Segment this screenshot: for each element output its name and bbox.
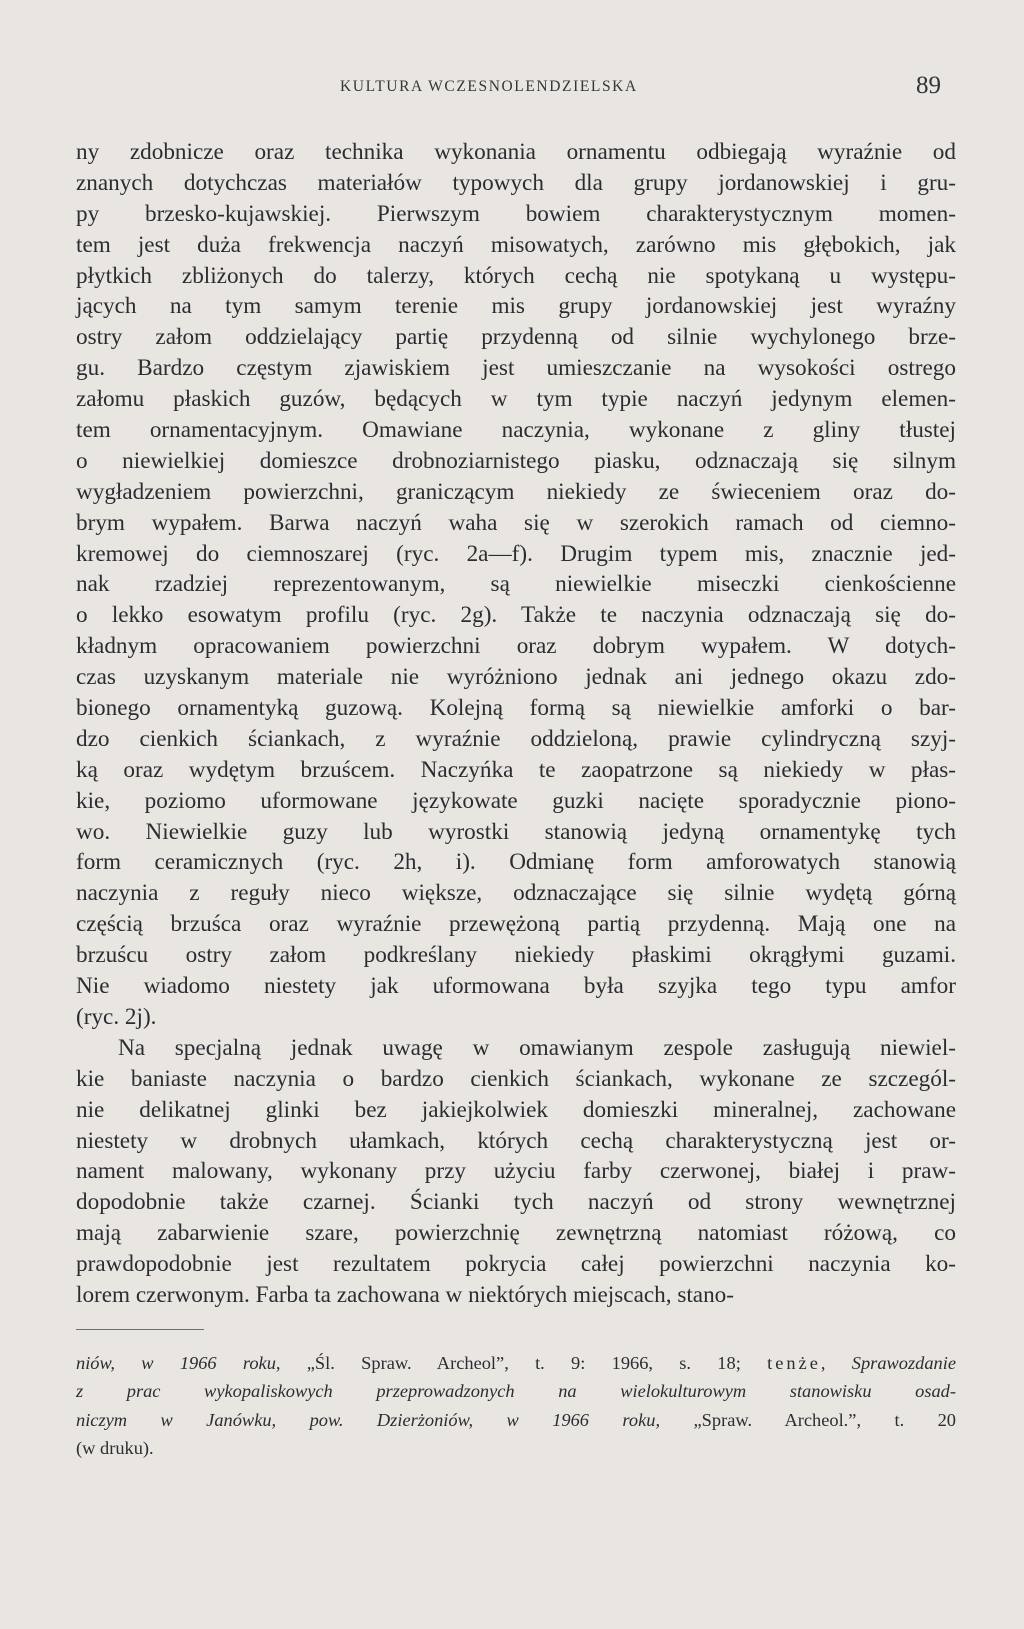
text-line: kie baniaste naczynia o bardzo cienkich ściankach, wykonane ze szczegól- bbox=[76, 1065, 956, 1092]
text-line: Na specjalną jednak uwagę w omawianym zespole zasługują niewiel- bbox=[118, 1034, 956, 1061]
text-line: bionego ornamentyką guzową. Kolejną formą są niewielkie amforki o bar- bbox=[76, 695, 956, 722]
text-line: dzo cienkich ściankach, z wyraźnie oddzieloną, prawie cylindryczną szyj- bbox=[76, 725, 956, 752]
text-line: naczynia z reguły nieco większe, odznaczające się silnie wydętą górną bbox=[76, 880, 956, 907]
text-line: gu. Bardzo częstym zjawiskiem jest umieszczanie na wysokości ostrego bbox=[76, 355, 956, 382]
page-header bbox=[0, 74, 1024, 104]
text-line: mają zabarwienie szare, powierzchnię zewnętrzną natomiast różową, co bbox=[76, 1220, 956, 1247]
text-line: nament malowany, wykonany przy użyciu farby czerwonej, białej i praw- bbox=[76, 1158, 956, 1185]
text-line: nie delikatnej glinki bez jakiejkolwiek domieszki mineralnej, zachowane bbox=[76, 1096, 956, 1123]
footnote-segment: niów, w 1966 roku, bbox=[76, 1353, 281, 1373]
text-line: wo. Niewielkie guzy lub wyrostki stanowią jedyną ornamentykę tych bbox=[76, 818, 956, 845]
footnote-segment: „Spraw. Archeol.”, t. 20 bbox=[660, 1409, 956, 1430]
footnote-line bbox=[76, 1349, 956, 1377]
text-line: (ryc. 2j). bbox=[76, 1003, 157, 1030]
footnote-line bbox=[76, 1406, 956, 1434]
text-line: ostry załom oddzielający partię przydenną od silnie wychylonego brze- bbox=[76, 324, 956, 351]
text-line: niestety w drobnych ułamkach, których cechą charakterystyczną jest or- bbox=[76, 1127, 956, 1154]
text-line: załomu płaskich guzów, będących w tym typie naczyń jedynym elemen- bbox=[76, 386, 956, 413]
running-title: KULTURA WCZESNOLENDZIELSKA bbox=[340, 78, 638, 95]
text-line: ką oraz wydętym brzuścem. Naczyńka te zaopatrzone są niekiedy w płas- bbox=[76, 756, 956, 783]
text-line: czas uzyskanym materiale nie wyróżniono jednak ani jednego okazu zdo- bbox=[76, 664, 956, 691]
text-line: lorem czerwonym. Farba ta zachowana w niektórych miejscach, stano- bbox=[76, 1281, 735, 1308]
text-line: py brzesko-kujawskiej. Pierwszym bowiem charakterystycznym momen- bbox=[76, 200, 956, 227]
footnote-segment: Sprawozdanie bbox=[851, 1353, 956, 1373]
text-line: tem ornamentacyjnym. Omawiane naczynia, wykonane z gliny tłustej bbox=[76, 417, 956, 444]
text-line: kładnym opracowaniem powierzchni oraz dobrym wypałem. W dotych- bbox=[76, 633, 956, 660]
page-number: 89 bbox=[916, 72, 941, 99]
body-text bbox=[76, 137, 956, 1311]
text-line: kie, poziomo uformowane językowate guzki nacięte sporadycznie piono- bbox=[76, 787, 956, 814]
footnote-segment: , bbox=[820, 1353, 852, 1373]
text-line: prawdopodobnie jest rezultatem pokrycia całej powierzchni naczynia ko- bbox=[76, 1251, 956, 1278]
text-line: nak rzadziej reprezentowanym, są niewielkie miseczki cienkościenne bbox=[76, 571, 956, 598]
footnote-segment: (w druku). bbox=[76, 1437, 154, 1458]
footnote bbox=[76, 1349, 956, 1462]
text-line: form ceramicznych (ryc. 2h, i). Odmianę form amforowatych stanowią bbox=[76, 849, 956, 876]
text-line: brym wypałem. Barwa naczyń waha się w szerokich ramach od ciemno- bbox=[76, 509, 956, 536]
text-line: znanych dotychczas materiałów typowych dla grupy jordanowskiej i gru- bbox=[76, 169, 956, 196]
text-line: o niewielkiej domieszce drobnoziarnistego piasku, odznaczają się silnym bbox=[76, 447, 956, 474]
footnote-segment: z prac wykopaliskowych przeprowadzonych na wielokulturowym stanowisku osad- bbox=[76, 1381, 956, 1402]
text-line: dopodobnie także czarnej. Ścianki tych naczyń od strony wewnętrznej bbox=[76, 1189, 956, 1216]
text-line: ny zdobnicze oraz technika wykonania ornamentu odbiegają wyraźnie od bbox=[76, 139, 956, 165]
footnote-segment: tenże bbox=[767, 1353, 821, 1373]
text-line: brzuścu ostry załom podkreślany niekiedy płaskimi okrągłymi guzami. bbox=[76, 942, 956, 969]
text-line: o lekko esowatym profilu (ryc. 2g). Także te naczynia odznaczają się do- bbox=[76, 602, 956, 629]
text-line: tem jest duża frekwencja naczyń misowatych, zarówno mis głębokich, jak bbox=[76, 231, 956, 258]
text-line: jących na tym samym terenie mis grupy jordanowskiej jest wyraźny bbox=[76, 293, 956, 320]
text-line: wygładzeniem powierzchni, graniczącym niekiedy ze świeceniem oraz do- bbox=[76, 478, 956, 505]
footnote-line bbox=[76, 1434, 956, 1462]
text-line: częścią brzuśca oraz wyraźnie przewężoną partią przydenną. Mają one na bbox=[76, 911, 956, 938]
text-line: płytkich zbliżonych do talerzy, których cechą nie spotykaną u występu- bbox=[76, 262, 956, 289]
footnote-segment: „Śl. Spraw. Archeol”, t. 9: 1966, s. 18; bbox=[280, 1353, 768, 1373]
text-line: kremowej do ciemnoszarej (ryc. 2a—f). Drugim typem mis, znacznie jed- bbox=[76, 540, 956, 567]
footnote-line bbox=[76, 1377, 956, 1405]
footnote-segment: niczym w Janówku, pow. Dzierżoniów, w 1966 roku, bbox=[76, 1409, 661, 1430]
text-line: Nie wiadomo niestety jak uformowana była szyjka tego typu amfor bbox=[76, 973, 956, 1000]
footnote-divider bbox=[76, 1329, 204, 1330]
